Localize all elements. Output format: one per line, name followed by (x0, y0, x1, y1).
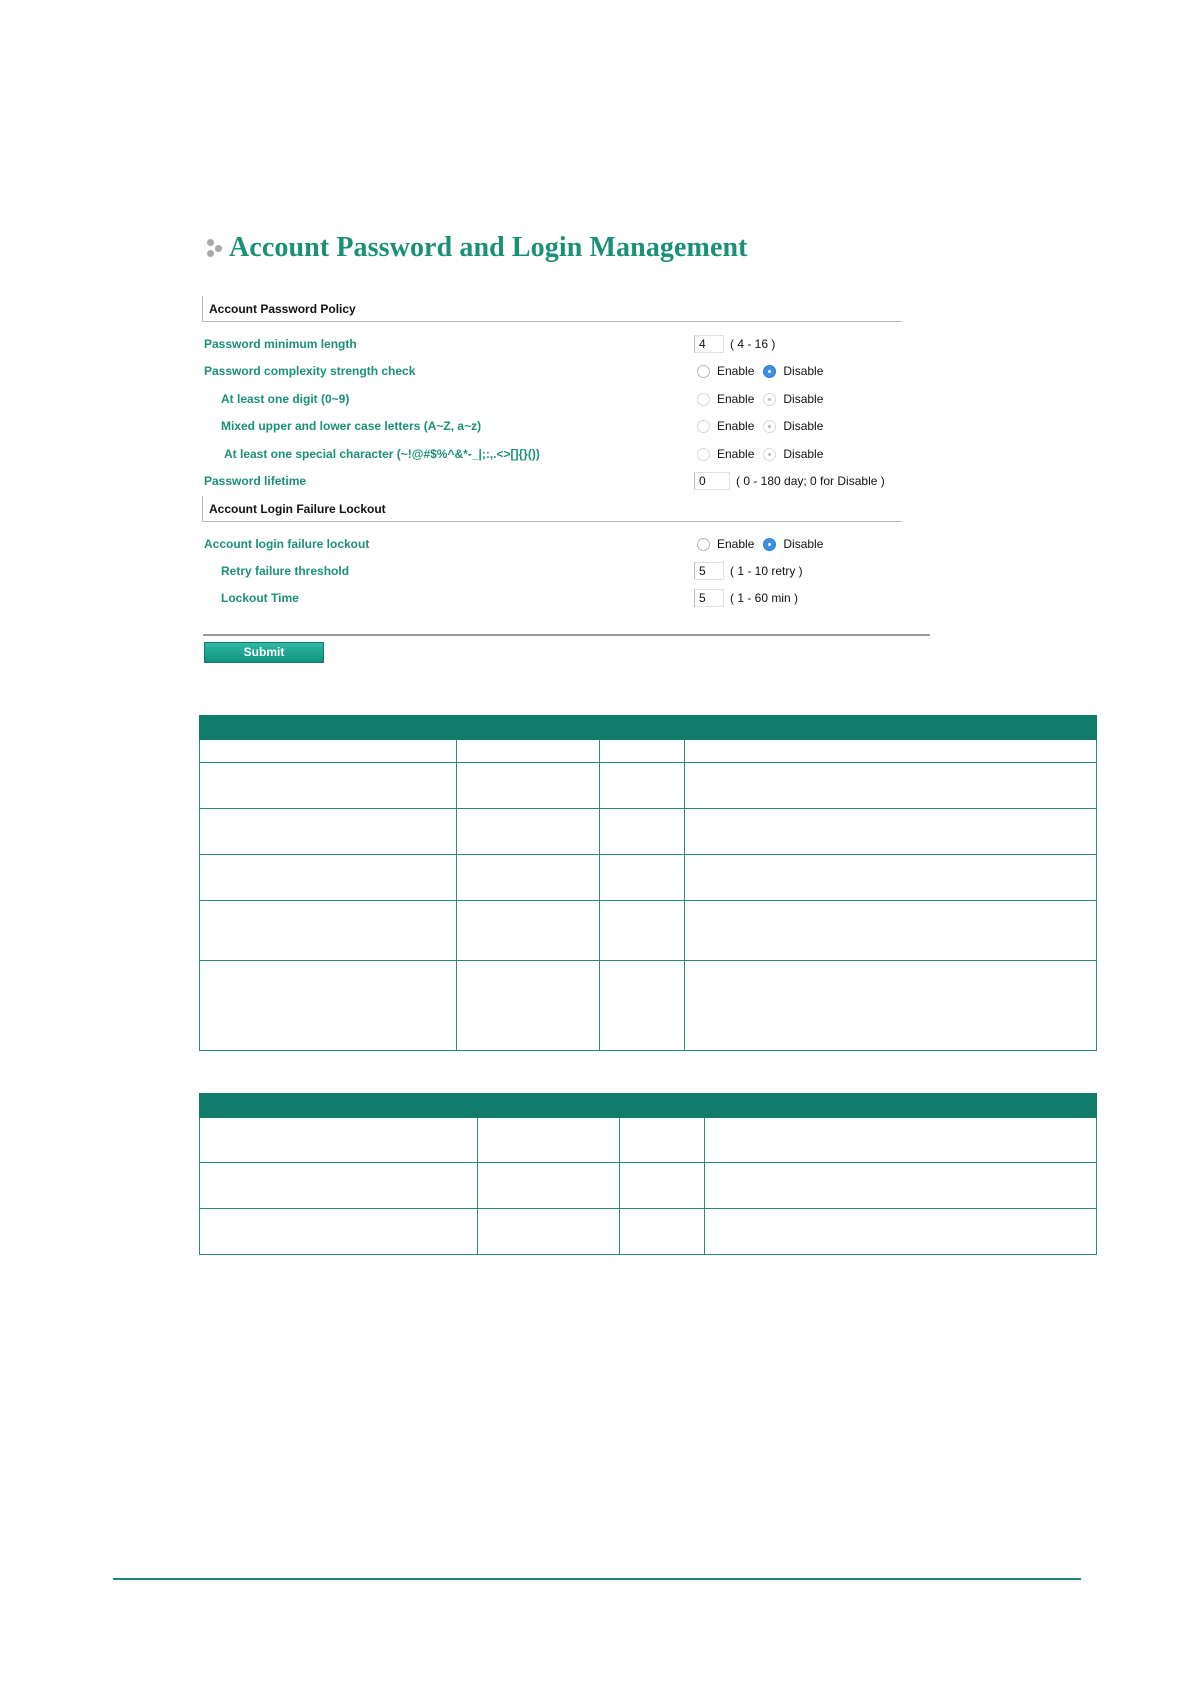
label-password-min-length: Password minimum length (204, 337, 357, 351)
table-row (200, 855, 1097, 901)
complexity-disable-label: Disable (783, 364, 824, 378)
retry-threshold-control (694, 562, 803, 580)
table-header-row (200, 716, 1097, 740)
mixed-case-disable-label: Disable (783, 419, 824, 433)
footer-line (113, 1578, 1081, 1580)
page-title: Account Password and Login Management (229, 232, 748, 263)
special-character-radios (697, 447, 832, 461)
table-row (200, 809, 1097, 855)
table-row (200, 763, 1097, 809)
label-lockout-time: Lockout Time (221, 591, 299, 605)
label-login-failure-lockout: Account login failure lockout (204, 537, 370, 551)
label-special-character: At least one special character (~!@#$%^&*-_|;:,.<>[]{}()) (224, 447, 540, 461)
table-row (200, 901, 1097, 961)
digit-disable-label: Disable (783, 392, 824, 406)
password-lifetime-hint: ( 0 - 180 day; 0 for Disable ) (736, 474, 885, 488)
label-password-lifetime: Password lifetime (204, 474, 307, 488)
special-enable-radio[interactable] (697, 448, 710, 461)
submit-button[interactable]: Submit (204, 642, 324, 663)
section-header-password-policy: Account Password Policy (202, 296, 902, 322)
section-header-login-lockout: Account Login Failure Lockout (202, 496, 902, 522)
special-enable-label: Enable (717, 447, 755, 461)
lockout-time-hint: ( 1 - 60 min ) (730, 591, 799, 605)
complexity-enable-radio[interactable] (697, 365, 710, 378)
page-title-wrap (205, 232, 748, 264)
lockout-time-control (694, 589, 798, 607)
mixed-case-disable-radio[interactable] (763, 420, 776, 433)
lockout-disable-radio[interactable] (763, 538, 776, 551)
label-retry-threshold: Retry failure threshold (221, 564, 350, 578)
table-row (200, 1118, 1097, 1163)
password-lifetime-input[interactable]: 0 (694, 472, 730, 490)
retry-threshold-input[interactable]: 5 (694, 562, 724, 580)
password-lifetime-control (694, 472, 885, 490)
lockout-time-input[interactable]: 5 (694, 589, 724, 607)
mixed-case-radios (697, 419, 832, 433)
digit-enable-radio[interactable] (697, 393, 710, 406)
lockout-enable-radio[interactable] (697, 538, 710, 551)
label-password-complexity: Password complexity strength check (204, 364, 416, 378)
password-min-length-input[interactable]: 4 (694, 335, 724, 353)
table-header-row (200, 1094, 1097, 1118)
digit-enable-label: Enable (717, 392, 755, 406)
special-disable-label: Disable (783, 447, 824, 461)
mixed-case-enable-radio[interactable] (697, 420, 710, 433)
password-min-length-control (694, 335, 775, 353)
lockout-enable-label: Enable (717, 537, 755, 551)
table-row (200, 1163, 1097, 1209)
special-disable-radio[interactable] (763, 448, 776, 461)
complexity-enable-label: Enable (717, 364, 755, 378)
mixed-case-enable-label: Enable (717, 419, 755, 433)
table-1 (199, 715, 1097, 1051)
retry-threshold-hint: ( 1 - 10 retry ) (730, 564, 803, 578)
form-divider (203, 634, 930, 636)
password-min-length-hint: ( 4 - 16 ) (730, 337, 776, 351)
label-digit: At least one digit (0~9) (221, 392, 350, 406)
table-row (200, 1209, 1097, 1255)
complexity-disable-radio[interactable] (763, 365, 776, 378)
lockout-disable-label: Disable (783, 537, 824, 551)
digit-radios (697, 392, 832, 406)
digit-disable-radio[interactable] (763, 393, 776, 406)
password-complexity-radios (697, 364, 832, 378)
table-row (200, 740, 1097, 763)
login-failure-lockout-radios (697, 537, 832, 551)
table-2 (199, 1093, 1097, 1255)
dots-icon (205, 235, 225, 261)
label-mixed-case: Mixed upper and lower case letters (A~Z, a~z) (221, 419, 482, 433)
table-row (200, 961, 1097, 1051)
